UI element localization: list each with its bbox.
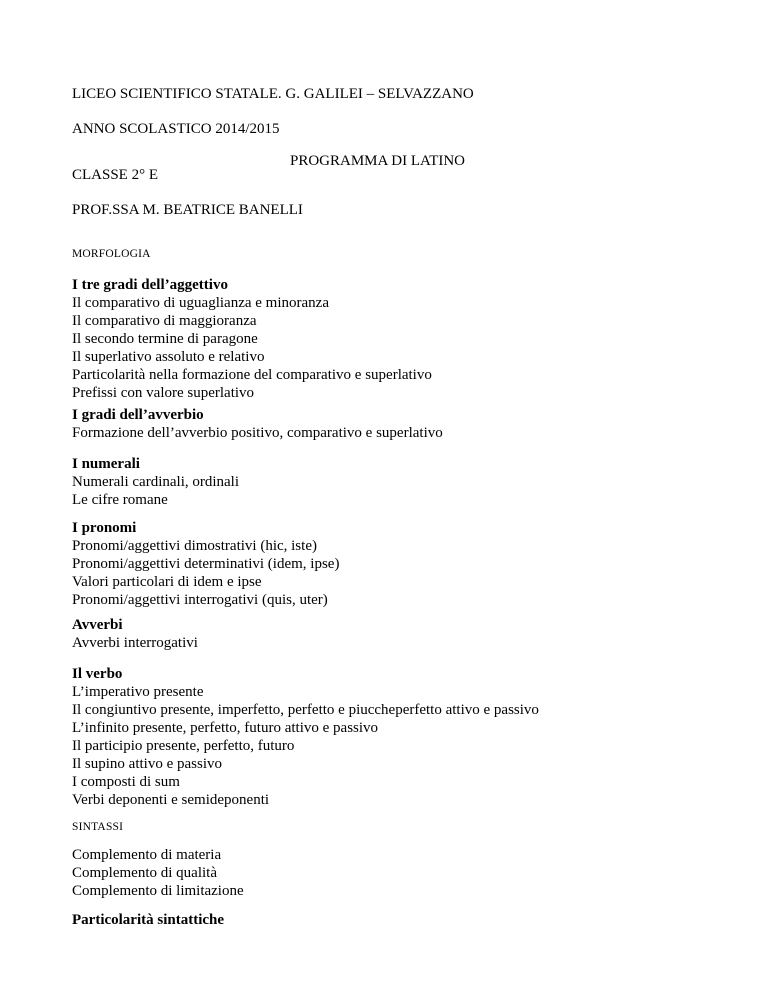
section-heading: I gradi dell’avverbio: [72, 407, 204, 423]
list-item: Complemento di materia: [72, 847, 222, 863]
list-item: Pronomi/aggettivi determinativi (idem, ipse): [72, 556, 340, 572]
section-numerali: [72, 455, 239, 509]
list-item: Prefissi con valore superlativo: [72, 385, 255, 401]
section-heading: Il verbo: [72, 666, 123, 682]
list-item: Particolarità nella formazione del comparativo e superlativo: [72, 367, 432, 383]
list-item: Numerali cardinali, ordinali: [72, 474, 240, 490]
teacher-name: PROF.SSA M. BEATRICE BANELLI: [72, 202, 303, 218]
list-item: Pronomi/aggettivi dimostrativi (hic, iste): [72, 538, 317, 554]
list-item: Le cifre romane: [72, 492, 168, 508]
list-item: L’imperativo presente: [72, 684, 204, 700]
section-avverbi: [72, 616, 198, 652]
list-item: Il supino attivo e passivo: [72, 756, 222, 772]
school-name: LICEO SCIENTIFICO STATALE. G. GALILEI – SELVAZZANO: [72, 86, 474, 102]
section-avverbio: [72, 406, 443, 442]
section-aggettivo: [72, 276, 432, 402]
list-item: Il secondo termine di paragone: [72, 331, 258, 347]
list-item: Formazione dell’avverbio positivo, comparativo e superlativo: [72, 425, 443, 441]
list-item: Il participio presente, perfetto, futuro: [72, 738, 295, 754]
program-title: PROGRAMMA DI LATINO: [290, 153, 466, 169]
section-heading: Avverbi: [72, 617, 123, 633]
section-heading: I pronomi: [72, 520, 137, 536]
section-heading: I numerali: [72, 456, 140, 472]
list-item: Il comparativo di maggioranza: [72, 313, 257, 329]
list-item: Pronomi/aggettivi interrogativi (quis, uter): [72, 592, 328, 608]
section-pronomi: [72, 519, 339, 609]
section-heading: I tre gradi dell’aggettivo: [72, 277, 228, 293]
list-item: Complemento di qualità: [72, 865, 217, 881]
list-item: Verbi deponenti e semideponenti: [72, 792, 270, 808]
section-sintassi: [72, 846, 244, 900]
morfologia-label: MORFOLOGIA: [72, 248, 151, 260]
list-item: Il comparativo di uguaglianza e minoranza: [72, 295, 329, 311]
list-item: Complemento di limitazione: [72, 883, 244, 899]
section-heading-particolarita: Particolarità sintattiche: [72, 912, 225, 928]
sintassi-label: SINTASSI: [72, 821, 124, 833]
list-item: Il congiuntivo presente, imperfetto, perfetto e piuccheperfetto attivo e passivo: [72, 702, 539, 718]
list-item: Il superlativo assoluto e relativo: [72, 349, 265, 365]
section-verbo: [72, 665, 539, 809]
list-item: L’infinito presente, perfetto, futuro attivo e passivo: [72, 720, 379, 736]
school-year: ANNO SCOLASTICO 2014/2015: [72, 121, 280, 137]
list-item: I composti di sum: [72, 774, 180, 790]
list-item: Avverbi interrogativi: [72, 635, 198, 651]
list-item: Valori particolari di idem e ipse: [72, 574, 262, 590]
class-label: CLASSE 2° E: [72, 167, 159, 183]
